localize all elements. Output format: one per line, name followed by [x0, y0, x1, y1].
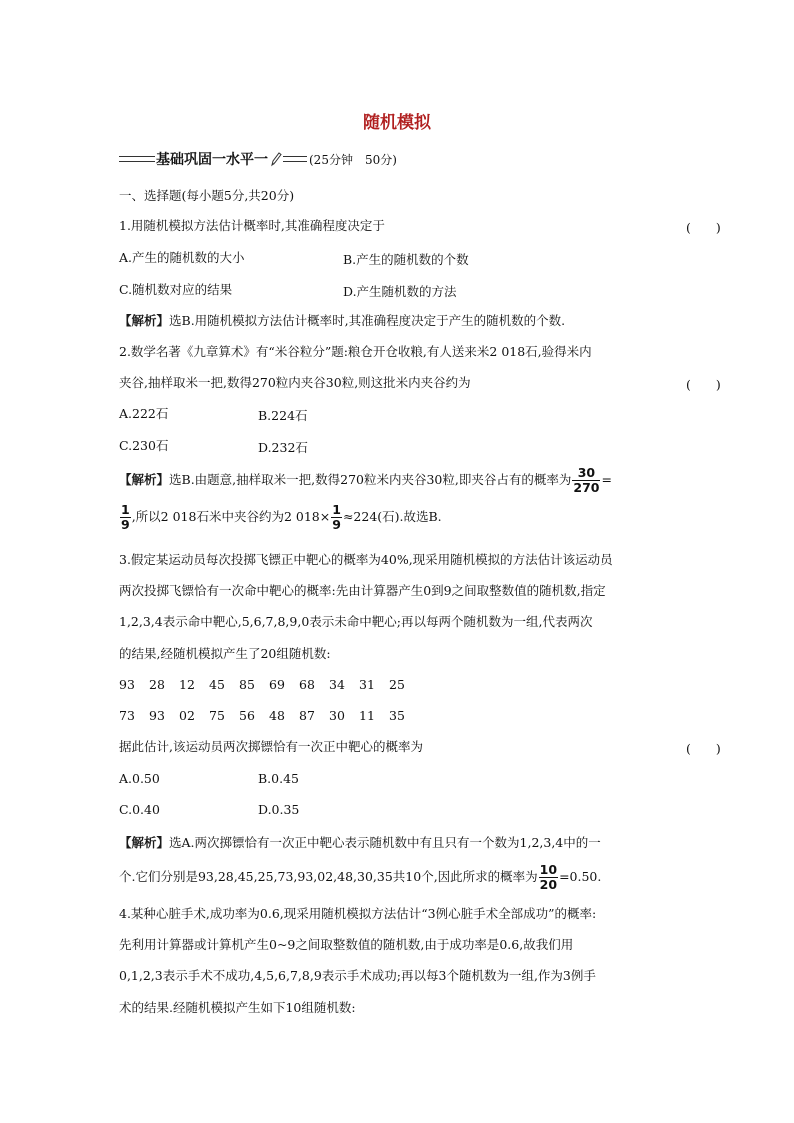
q3-option-d: D.0.35: [258, 802, 300, 817]
double-rule-left: [119, 156, 155, 162]
random-number: 02: [179, 708, 195, 723]
analysis-tag: 【解析】: [119, 313, 170, 328]
q3-stem-2: 两次投掷飞镖恰有一次命中靶心的概率:先由计算器产生0到9之间取整数值的随机数,指定: [119, 583, 606, 598]
answer-blank: ( ): [686, 377, 721, 392]
q3-analysis-line-1: [119, 835, 601, 851]
q3-option-a: A.0.50: [119, 771, 160, 786]
q1-analysis: 选B.用随机模拟方法估计概率时,其准确程度决定于产生的随机数的个数.: [169, 313, 566, 328]
random-number: 11: [359, 708, 375, 723]
random-number: 35: [389, 708, 405, 723]
q4-stem-1: 4.某种心脏手术,成功率为0.6,现采用随机模拟方法估计“3例心脏手术全部成功”的概率:: [119, 906, 597, 921]
q1-analysis-line: [119, 313, 565, 329]
q3-analysis-1: 选A.两次掷镖恰有一次正中靶心表示随机数中有且只有一个数为1,2,3,4中的一: [169, 835, 601, 850]
equals-sign: =: [601, 472, 612, 487]
random-number: 34: [329, 677, 345, 692]
random-number: 85: [239, 677, 255, 692]
random-number: 25: [389, 677, 405, 692]
fraction: [331, 503, 342, 532]
analysis-tag: 【解析】: [119, 472, 170, 487]
q2-stem-2: 夹谷,抽样取米一把,数得270粒内夹谷30粒,则这批米内夹谷约为: [119, 375, 471, 390]
q2-analysis-2b: ≈224(石).故选B.: [342, 509, 442, 524]
q3-stem-1: 3.假定某运动员每次投掷飞镖正中靶心的概率为40%,现采用随机模拟的方法估计该运动员: [119, 552, 613, 567]
q2-option-a: A.222石: [119, 406, 169, 421]
random-number: 48: [269, 708, 285, 723]
q1-option-d: D.产生随机数的方法: [343, 284, 457, 299]
fraction-denominator: 20: [539, 877, 558, 892]
fraction-numerator: 10: [539, 862, 558, 877]
random-number: 69: [269, 677, 285, 692]
section-name: 基础巩固一水平一: [156, 152, 268, 168]
random-number: 45: [209, 677, 225, 692]
q3-analysis-2: 个.它们分别是93,28,45,25,73,93,02,48,30,35共10个,因此所求的概率为: [119, 869, 538, 884]
section-header: [119, 149, 397, 169]
answer-blank: ( ): [686, 741, 721, 756]
double-rule-right: [283, 156, 307, 162]
q2-analysis-1: 选B.由题意,抽样取米一把,数得270粒米内夹谷30粒,即夹谷占有的概率为: [169, 472, 572, 487]
q2-option-d: D.232石: [258, 440, 308, 455]
section-time: (25分钟 50分): [309, 152, 397, 167]
random-number: 56: [239, 708, 255, 723]
q3-analysis-line-2: [119, 863, 601, 892]
fraction-numerator: 30: [572, 466, 600, 481]
q4-stem-2: 先利用计算器或计算机产生0~9之间取整数值的随机数,由于成功率是0.6,故我们用: [119, 937, 574, 952]
fraction-denominator: 270: [573, 480, 600, 495]
q3-option-c: C.0.40: [119, 802, 160, 817]
fraction: [539, 863, 558, 892]
random-number: 28: [149, 677, 165, 692]
q3-analysis-3: =0.50.: [559, 869, 602, 884]
q2-option-c: C.230石: [119, 438, 169, 453]
q2-analysis-line-2: [119, 503, 442, 532]
random-number: 87: [299, 708, 315, 723]
random-number: 12: [179, 677, 195, 692]
q2-stem-1: 2.数学名著《九章算术》有“米谷粒分”题:粮仓开仓收粮,有人送来米2 018石,验得米内: [119, 344, 592, 359]
random-number-row-1: [119, 677, 419, 693]
fraction: [120, 503, 131, 532]
random-number: 68: [299, 677, 315, 692]
random-number: 31: [359, 677, 375, 692]
q4-stem-3: 0,1,2,3表示手术不成功,4,5,6,7,8,9表示手术成功;再以每3个随机数为一组,作为3例手: [119, 968, 596, 983]
q4-stem-4: 术的结果.经随机模拟产生如下10组随机数:: [119, 1000, 356, 1015]
fraction-denominator: 9: [121, 517, 130, 532]
fraction-denominator: 9: [332, 517, 341, 532]
q1-stem: 1.用随机模拟方法估计概率时,其准确程度决定于: [119, 218, 385, 233]
fraction-numerator: 1: [121, 502, 130, 517]
answer-blank: ( ): [686, 220, 721, 235]
random-number-row-2: [119, 708, 419, 724]
part-heading: 一、选择题(每小题5分,共20分): [119, 188, 295, 203]
random-number: 30: [329, 708, 345, 723]
q3-stem-5: 据此估计,该运动员两次掷镖恰有一次正中靶心的概率为: [119, 739, 423, 754]
fraction: [572, 466, 600, 495]
random-number: 73: [119, 708, 135, 723]
random-number: 93: [119, 677, 135, 692]
q2-analysis-2a: ,所以2 018石米中夹谷约为2 018×: [131, 509, 331, 524]
q2-analysis-line-1: [119, 466, 612, 495]
pencil-icon: [269, 151, 283, 167]
random-number: 93: [149, 708, 165, 723]
q2-option-b: B.224石: [258, 408, 308, 423]
page-title: 随机模拟: [363, 113, 431, 133]
q1-option-b: B.产生的随机数的个数: [343, 252, 469, 267]
q3-stem-3: 1,2,3,4表示命中靶心,5,6,7,8,9,0表示未命中靶心;再以每两个随机数为一组,代表两次: [119, 614, 593, 629]
q3-stem-4: 的结果,经随机模拟产生了20组随机数:: [119, 646, 331, 661]
q1-option-c: C.随机数对应的结果: [119, 282, 233, 297]
fraction-numerator: 1: [332, 502, 341, 517]
random-number: 75: [209, 708, 225, 723]
analysis-tag: 【解析】: [119, 835, 170, 850]
q3-option-b: B.0.45: [258, 771, 299, 786]
q1-option-a: A.产生的随机数的大小: [119, 250, 245, 265]
